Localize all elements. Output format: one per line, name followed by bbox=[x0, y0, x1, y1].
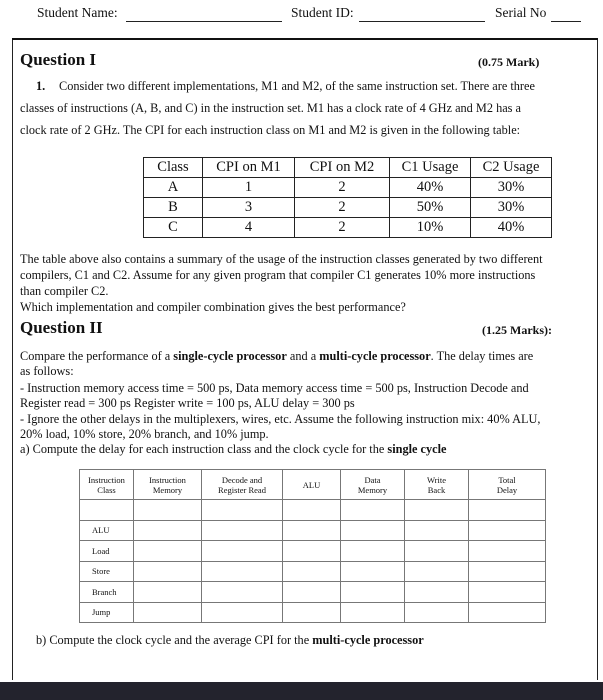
answer-cell[interactable] bbox=[202, 541, 283, 562]
q2-title: Question II bbox=[20, 318, 103, 337]
answer-cell[interactable] bbox=[134, 520, 202, 541]
delay-table bbox=[79, 469, 546, 623]
cpi-header-m2: CPI on M2 bbox=[295, 158, 390, 178]
answer-cell[interactable] bbox=[283, 520, 341, 541]
student-name-label: Student Name: bbox=[37, 5, 118, 20]
delay-row-label: Load bbox=[80, 541, 134, 562]
answer-cell[interactable] bbox=[202, 602, 283, 623]
table-row bbox=[144, 198, 552, 218]
q2-delay-line-1: - Instruction memory access time = 500 ps, Data memory access time = 500 ps, Instruction Decode and bbox=[20, 381, 529, 395]
table-cell: 2 bbox=[295, 178, 390, 198]
delay-header-class: Instruction Class bbox=[80, 470, 134, 500]
table-cell: 4 bbox=[203, 218, 295, 238]
answer-cell[interactable] bbox=[341, 602, 405, 623]
answer-cell[interactable] bbox=[134, 602, 202, 623]
answer-cell[interactable] bbox=[134, 561, 202, 582]
student-name-blank bbox=[126, 21, 282, 22]
delay-row-spacer bbox=[80, 500, 134, 521]
q2-marks: (1.25 Marks): bbox=[482, 323, 552, 337]
answer-cell[interactable] bbox=[283, 602, 341, 623]
table-row bbox=[80, 602, 546, 623]
table-cell: 30% bbox=[471, 198, 552, 218]
q1-intro-line-1: Consider two different implementations, M1 and M2, of the same instruction set. There are three bbox=[59, 79, 535, 93]
answer-cell[interactable] bbox=[405, 582, 469, 603]
table-row bbox=[144, 178, 552, 198]
q2-ignore-line-2: 20% load, 10% store, 20% branch, and 10% jump. bbox=[20, 427, 269, 441]
table-cell: 30% bbox=[471, 178, 552, 198]
cpi-header-c2: C2 Usage bbox=[471, 158, 552, 178]
q1-intro-line-3: clock rate of 2 GHz. The CPI for each instruction class on M1 and M2 is given in the following table: bbox=[20, 123, 521, 137]
answer-cell[interactable] bbox=[469, 561, 546, 582]
delay-table-header-row bbox=[80, 470, 546, 500]
cpi-header-class: Class bbox=[144, 158, 203, 178]
answer-cell[interactable] bbox=[405, 561, 469, 582]
delay-header-decode: Decode and Register Read bbox=[202, 470, 283, 500]
q1-title: Question I bbox=[20, 50, 97, 69]
q1-number bbox=[36, 76, 45, 96]
q1-after-line-3: than compiler C2. bbox=[20, 284, 109, 298]
q1-number-text: 1. bbox=[36, 79, 46, 93]
table-row bbox=[80, 561, 546, 582]
q2-part-b-text: b) Compute the clock cycle and the average CPI for the bbox=[36, 633, 313, 647]
delay-row-label: Store bbox=[80, 561, 134, 582]
q2-ignore-line-1: - Ignore the other delays in the multiplexers, wires, etc. Assume the following instruction mix: 40% ALU, bbox=[20, 412, 541, 426]
bottom-bar bbox=[0, 682, 603, 700]
q2-compare-bold-2: multi-cycle processor bbox=[319, 349, 431, 363]
answer-cell[interactable] bbox=[283, 582, 341, 603]
delay-header-dmem: Data Memory bbox=[341, 470, 405, 500]
q1-intro-line-2: classes of instructions (A, B, and C) in the instruction set. M1 has a clock rate of 4 GHz and M2 has a bbox=[20, 101, 521, 115]
answer-cell[interactable] bbox=[341, 541, 405, 562]
cpi-table-header-row bbox=[144, 158, 552, 178]
q2-part-a-bold: single cycle bbox=[387, 442, 447, 456]
answer-cell[interactable] bbox=[202, 582, 283, 603]
answer-cell[interactable] bbox=[469, 541, 546, 562]
q2-delay-line-2: Register read = 300 ps Register write = 100 ps, ALU delay = 300 ps bbox=[20, 396, 355, 410]
table-cell: C bbox=[144, 218, 203, 238]
answer-cell[interactable] bbox=[469, 520, 546, 541]
table-row bbox=[80, 582, 546, 603]
q2-compare-post: . The delay times are bbox=[430, 349, 534, 363]
q2-compare-mid: and a bbox=[286, 349, 320, 363]
q1-marks: (0.75 Mark) bbox=[478, 55, 540, 69]
serial-blank bbox=[551, 21, 581, 22]
answer-cell[interactable] bbox=[341, 520, 405, 541]
table-cell: A bbox=[144, 178, 203, 198]
answer-cell[interactable] bbox=[341, 582, 405, 603]
table-cell: B bbox=[144, 198, 203, 218]
table-cell: 40% bbox=[471, 218, 552, 238]
q2-part-b-bold: multi-cycle processor bbox=[312, 633, 424, 647]
table-row bbox=[80, 520, 546, 541]
delay-row-label: ALU bbox=[80, 520, 134, 541]
q1-after-line-2: compilers, C1 and C2. Assume for any given program that compiler C1 generates 10% more instructions bbox=[20, 268, 536, 282]
answer-cell[interactable] bbox=[405, 602, 469, 623]
delay-row-label: Branch bbox=[80, 582, 134, 603]
student-id-blank bbox=[359, 21, 485, 22]
answer-cell[interactable] bbox=[405, 541, 469, 562]
q1-question-line: Which implementation and compiler combination gives the best performance? bbox=[20, 300, 406, 314]
delay-header-imem: Instruction Memory bbox=[134, 470, 202, 500]
delay-header-total: Total Delay bbox=[469, 470, 546, 500]
table-row bbox=[80, 500, 546, 521]
serial-label: Serial No bbox=[495, 5, 547, 20]
q2-compare-pre: Compare the performance of a bbox=[20, 349, 174, 363]
delay-header-alu: ALU bbox=[283, 470, 341, 500]
answer-cell[interactable] bbox=[134, 582, 202, 603]
q2-compare-bold-1: single-cycle processor bbox=[173, 349, 287, 363]
q1-after-line-1: The table above also contains a summary of the usage of the instruction classes generated by two different bbox=[20, 252, 543, 266]
delay-row-label: Jump bbox=[80, 602, 134, 623]
table-row bbox=[80, 541, 546, 562]
cpi-header-m1: CPI on M1 bbox=[203, 158, 295, 178]
answer-cell[interactable] bbox=[134, 541, 202, 562]
answer-cell[interactable] bbox=[469, 582, 546, 603]
q2-part-a-text: a) Compute the delay for each instruction class and the clock cycle for the bbox=[20, 442, 388, 456]
table-cell: 1 bbox=[203, 178, 295, 198]
student-id-label: Student ID: bbox=[291, 5, 354, 20]
answer-cell[interactable] bbox=[469, 602, 546, 623]
table-cell: 3 bbox=[203, 198, 295, 218]
table-row bbox=[144, 218, 552, 238]
answer-cell[interactable] bbox=[202, 561, 283, 582]
q2-part-a bbox=[20, 442, 446, 457]
delay-header-writeback: Write Back bbox=[405, 470, 469, 500]
answer-cell[interactable] bbox=[283, 561, 341, 582]
table-cell: 40% bbox=[390, 178, 471, 198]
q2-part-b bbox=[36, 633, 424, 648]
answer-cell[interactable] bbox=[341, 561, 405, 582]
table-cell: 50% bbox=[390, 198, 471, 218]
table-cell: 2 bbox=[295, 198, 390, 218]
table-cell: 2 bbox=[295, 218, 390, 238]
student-info-header bbox=[0, 0, 603, 36]
cpi-table bbox=[143, 157, 552, 238]
answer-cell[interactable] bbox=[202, 520, 283, 541]
q2-compare-line-2: as follows: bbox=[20, 364, 74, 378]
cpi-header-c1: C1 Usage bbox=[390, 158, 471, 178]
table-cell: 10% bbox=[390, 218, 471, 238]
answer-cell[interactable] bbox=[405, 520, 469, 541]
q2-compare-line-1 bbox=[20, 349, 533, 364]
answer-cell[interactable] bbox=[283, 541, 341, 562]
